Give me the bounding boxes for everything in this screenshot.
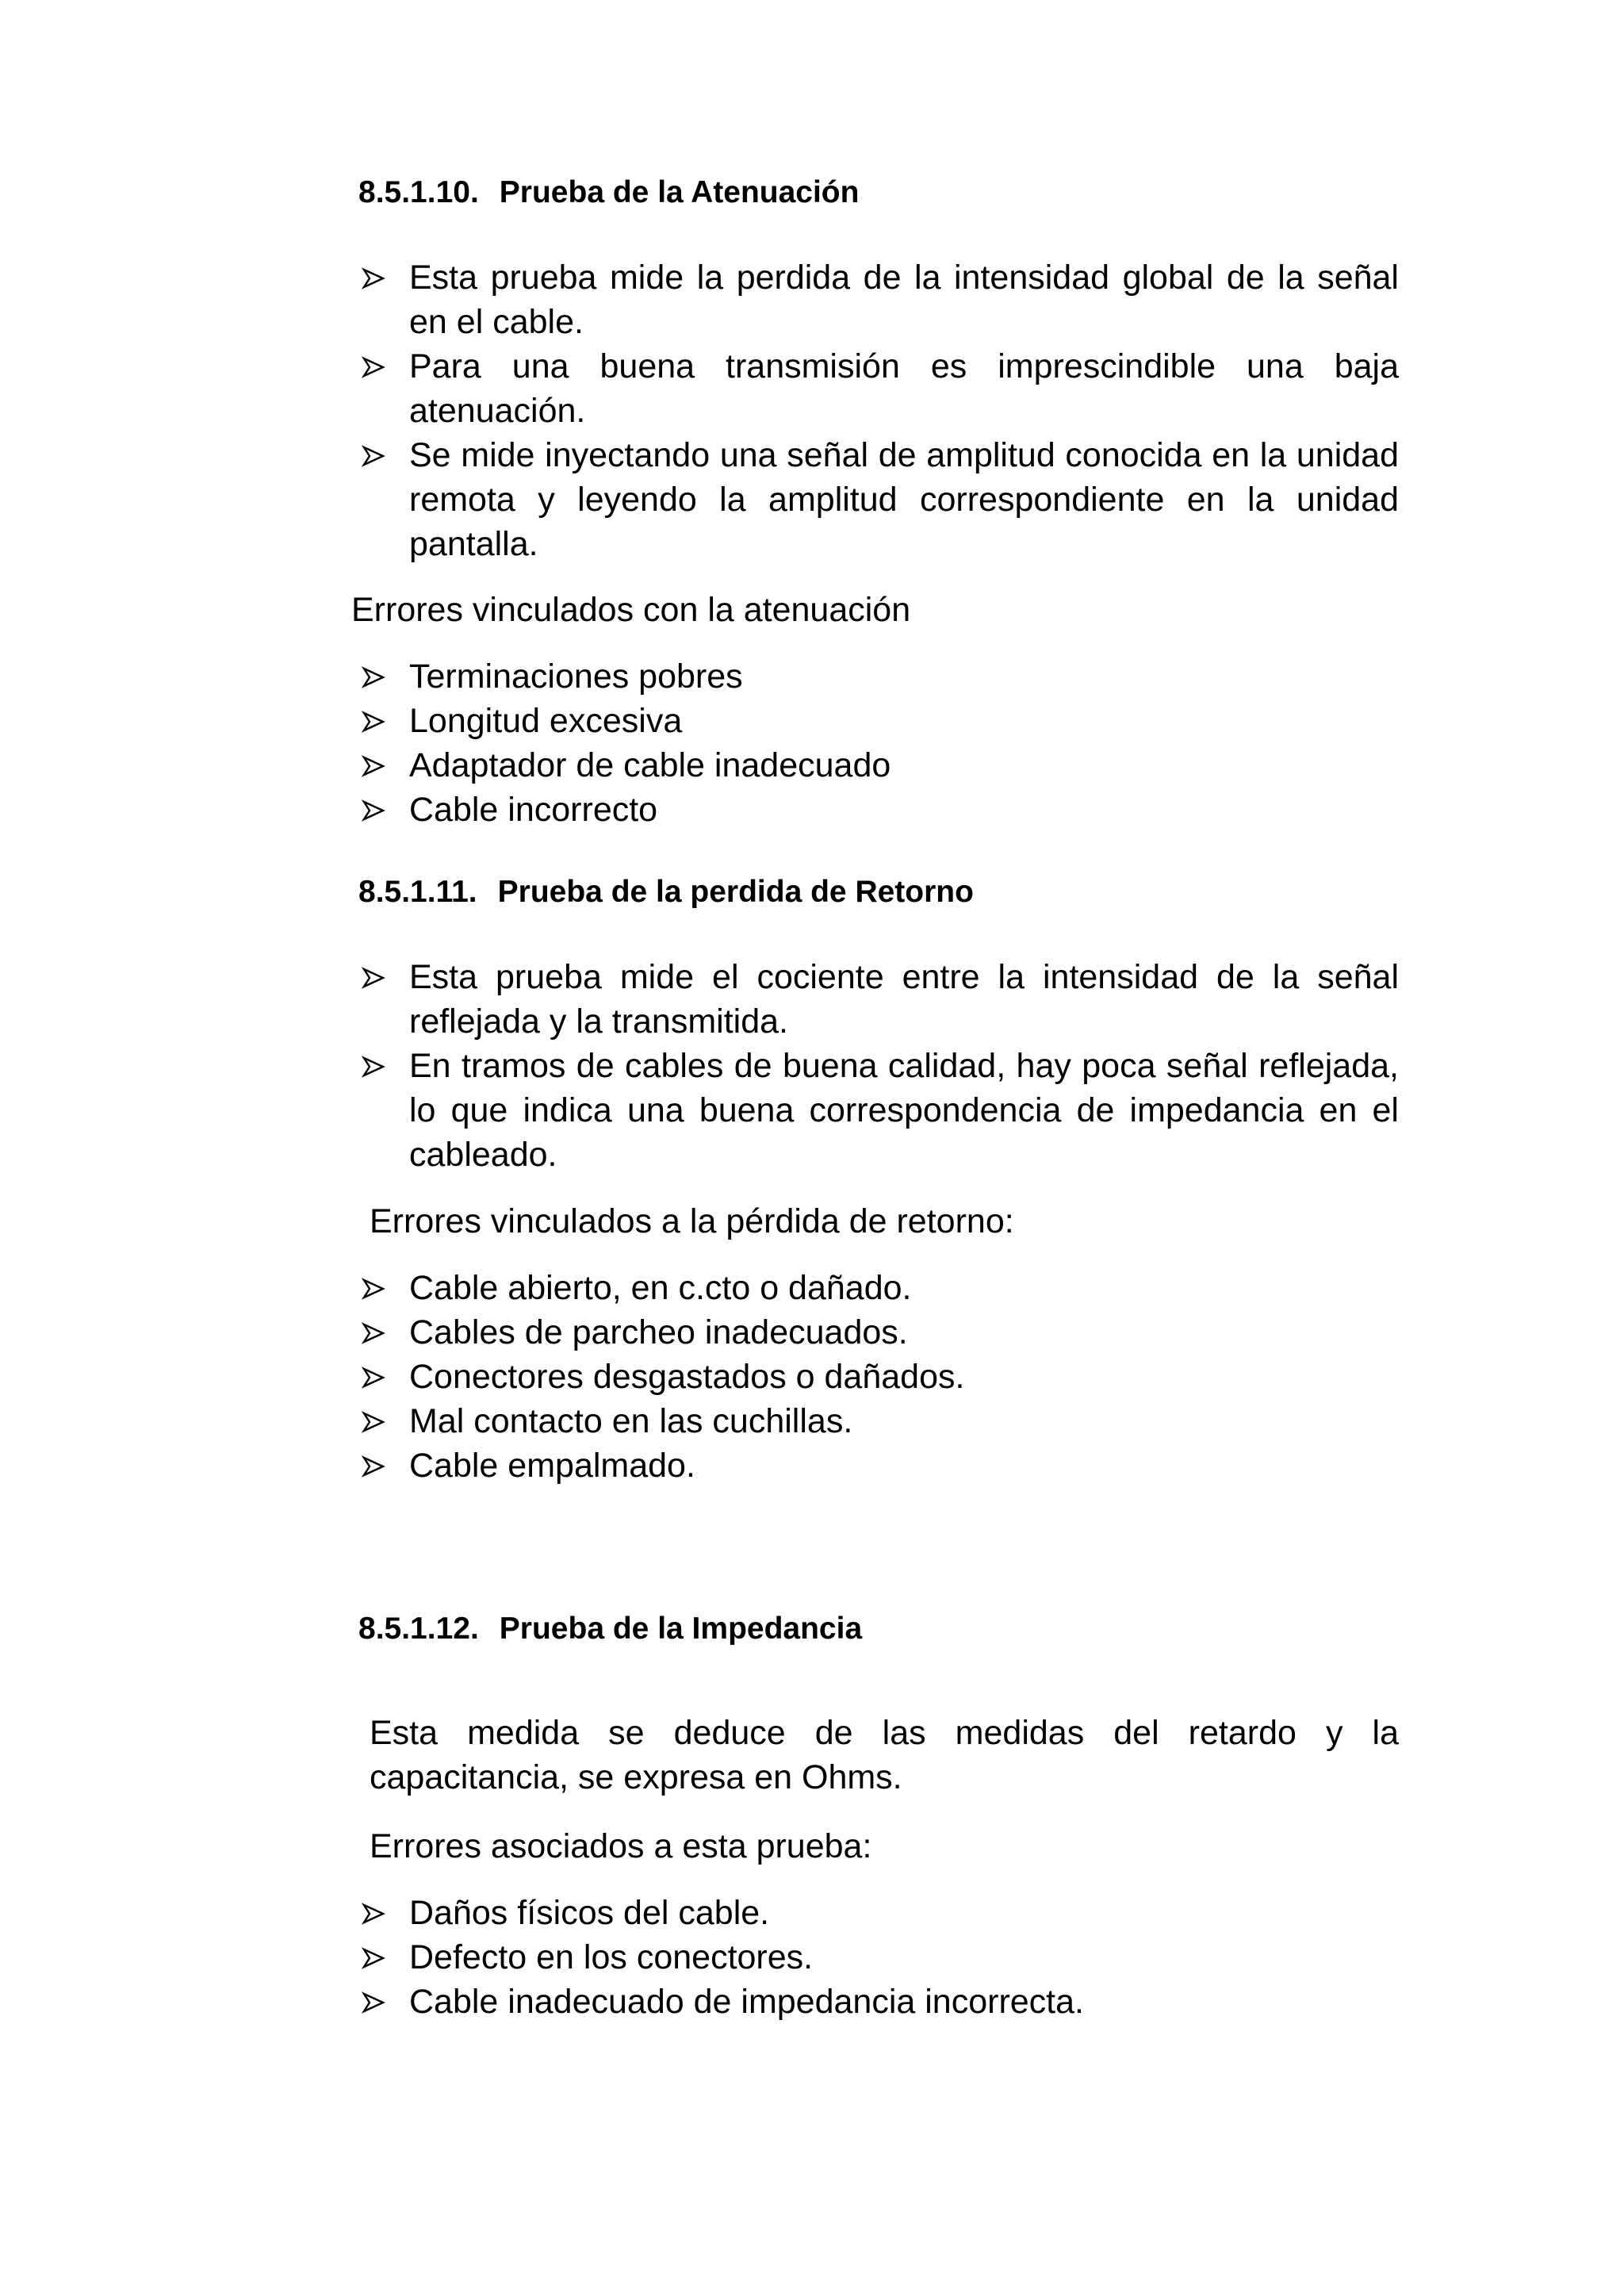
list-item: Cable empalmado. (358, 1443, 1399, 1488)
list-item: Cable incorrecto (358, 788, 1399, 832)
arrow-bullet-icon (362, 743, 389, 788)
errors-label-impedance: Errores asociados a esta prueba: (370, 1827, 872, 1865)
arrow-bullet-icon (362, 654, 389, 699)
arrow-bullet-icon (362, 1310, 389, 1355)
arrow-bullet-icon (362, 955, 389, 999)
section-heading-impedance (358, 1609, 862, 1649)
list-item: Defecto en los conectores. (358, 1935, 1399, 1980)
section-title: Prueba de la perdida de Retorno (497, 875, 974, 909)
list-item: Terminaciones pobres (358, 654, 1399, 699)
impedance-paragraph: Esta medida se deduce de las medidas del retardo y la capacitancia, se expresa en Ohms. (370, 1714, 1399, 1796)
list-item: Cable inadecuado de impedancia incorrecta. (358, 1980, 1399, 2024)
section-number: 8.5.1.11. (358, 875, 477, 909)
arrow-bullet-icon (362, 1891, 389, 1935)
arrow-bullet-icon (362, 788, 389, 832)
list-item: En tramos de cables de buena calidad, hay poca señal reflejada, lo que indica una buena correspondencia de impedancia en el cableado. (358, 1044, 1399, 1177)
arrow-bullet-icon (362, 344, 389, 389)
list-item: Conectores desgastados o dañados. (358, 1355, 1399, 1399)
arrow-bullet-icon (362, 1443, 389, 1488)
errors-label-attenuation: Errores vinculados con la atenuación (351, 591, 911, 629)
arrow-bullet-icon (362, 1935, 389, 1980)
attenuation-errors-list (358, 654, 1399, 832)
list-item: Se mide inyectando una señal de amplitud conocida en la unidad remota y leyendo la amplitud correspondiente en la unidad pantalla. (358, 433, 1399, 566)
arrow-bullet-icon (362, 1980, 389, 2024)
arrow-bullet-icon (362, 1266, 389, 1310)
list-item: Longitud excesiva (358, 699, 1399, 743)
arrow-bullet-icon (362, 433, 389, 477)
impedance-errors-list (358, 1891, 1399, 2024)
section-number: 8.5.1.12. (358, 1612, 479, 1646)
section-title: Prueba de la Atenuación (499, 175, 860, 209)
list-item: Cables de parcheo inadecuados. (358, 1310, 1399, 1355)
list-item: Para una buena transmisión es imprescindible una baja atenuación. (358, 344, 1399, 433)
return-loss-bullet-list (358, 955, 1399, 1177)
arrow-bullet-icon (362, 1044, 389, 1088)
arrow-bullet-icon (362, 699, 389, 743)
section-heading-return-loss (358, 872, 974, 912)
list-item: Mal contacto en las cuchillas. (358, 1399, 1399, 1443)
list-item: Esta prueba mide el cociente entre la intensidad de la señal reflejada y la transmitida. (358, 955, 1399, 1044)
section-number: 8.5.1.10. (358, 175, 479, 209)
list-item: Esta prueba mide la perdida de la intensidad global de la señal en el cable. (358, 255, 1399, 344)
attenuation-bullet-list (358, 255, 1399, 566)
section-title: Prueba de la Impedancia (499, 1612, 863, 1646)
arrow-bullet-icon (362, 255, 389, 300)
errors-label-return-loss: Errores vinculados a la pérdida de retorno: (370, 1202, 1014, 1240)
return-loss-errors-list (358, 1266, 1399, 1488)
arrow-bullet-icon (362, 1399, 389, 1443)
section-heading-attenuation (358, 173, 859, 213)
list-item: Adaptador de cable inadecuado (358, 743, 1399, 788)
list-item: Cable abierto, en c.cto o dañado. (358, 1266, 1399, 1310)
list-item: Daños físicos del cable. (358, 1891, 1399, 1935)
arrow-bullet-icon (362, 1355, 389, 1399)
